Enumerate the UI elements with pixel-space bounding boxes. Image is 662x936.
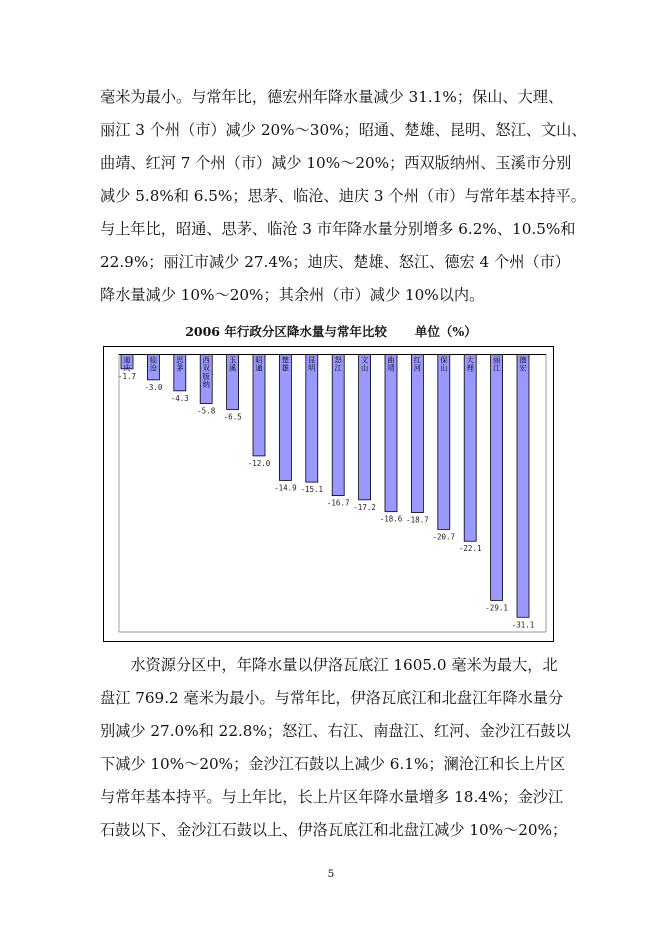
bar-怒江 <box>332 355 344 496</box>
bar-昆明 <box>306 355 318 483</box>
category-label: 玉溪 <box>228 355 237 373</box>
chart-unit-label: 单位（%） <box>414 324 477 339</box>
value-label: -1.7 <box>117 371 137 381</box>
chart-title-main: 2006 年行政分区降水量与常年比较 <box>185 324 387 339</box>
bar-大理 <box>464 355 476 542</box>
text-line: 石鼓以下、金沙江石鼓以上、伊洛瓦底江和北盘江减少 10%～20%； <box>100 821 568 839</box>
text-line: 下减少 10%～20%；金沙江石鼓以上减少 6.1%；澜沧江和长上片区 <box>100 755 566 773</box>
page-number: 5 <box>327 868 335 880</box>
value-label: -14.9 <box>274 483 297 493</box>
category-label: 曲靖 <box>387 355 395 373</box>
value-label: -15.1 <box>300 485 324 495</box>
value-label: -17.2 <box>353 502 376 512</box>
value-label: -31.1 <box>511 620 535 630</box>
text-line: 丽江 3 个州（市）减少 20%～30%；昭通、楚雄、昆明、怒江、文山、 <box>100 121 587 139</box>
bar-丽江 <box>491 355 503 601</box>
text-line: 曲靖、红河 7 个州（市）减少 10%～20%；西双版纳州、玉溪市分别 <box>100 154 572 172</box>
text-line: 别减少 27.0%和 22.8%；怒江、右江、南盘江、红河、金沙江石鼓以 <box>100 722 571 740</box>
value-label: -16.7 <box>326 498 350 508</box>
category-label: 德宏 <box>519 355 527 373</box>
text-line: 水资源分区中，年降水量以伊洛瓦底江 1605.0 毫米为最大，北 <box>100 656 558 674</box>
category-label: 昭通 <box>255 355 263 373</box>
value-label: -18.7 <box>406 515 429 525</box>
value-label: -20.7 <box>432 532 456 542</box>
text-line: 22.9%；丽江市减少 27.4%；迪庆、楚雄、怒江、德宏 4 个州（市） <box>100 253 570 271</box>
text-line: 毫米为最小。与常年比，德宏州年降水量减少 31.1%；保山、大理、 <box>100 88 564 106</box>
category-label: 思茅 <box>176 355 184 373</box>
category-label: 西双版纳 <box>202 355 210 390</box>
category-label: 怒江 <box>334 355 342 373</box>
bar-文山 <box>359 355 371 500</box>
category-label: 丽江 <box>492 355 501 373</box>
category-label: 昆明 <box>308 355 316 373</box>
value-label: -5.8 <box>197 406 216 416</box>
category-label: 文山 <box>360 355 369 373</box>
value-label: -22.1 <box>458 544 482 554</box>
value-label: -4.3 <box>170 393 189 403</box>
value-label: -12.0 <box>247 458 271 468</box>
category-label: 保山 <box>440 355 448 373</box>
category-label: 迪庆 <box>123 355 131 373</box>
category-label: 临沧 <box>149 355 158 373</box>
category-label: 红河 <box>413 355 422 373</box>
text-line: 降水量减少 10%～20%；其余州（市）减少 10%以内。 <box>100 286 485 304</box>
value-label: -29.1 <box>485 603 508 613</box>
bar-保山 <box>438 355 450 530</box>
chart-outer-border <box>104 347 554 642</box>
category-label: 楚雄 <box>281 355 290 373</box>
value-label: -6.5 <box>223 412 242 422</box>
bar-红河 <box>411 355 423 513</box>
chart-title <box>100 322 562 340</box>
bar-曲靖 <box>385 355 397 512</box>
precipitation-bar-chart <box>103 346 554 642</box>
value-label: -18.6 <box>379 514 403 524</box>
text-line: 减少 5.8%和 6.5%；思茅、临沧、迪庆 3 个州（市）与常年基本持平。 <box>100 187 586 205</box>
value-label: -3.0 <box>144 382 163 392</box>
text-line: 与上年比，昭通、思茅、临沧 3 市年降水量分别增多 6.2%、10.5%和 <box>100 220 576 238</box>
text-line: 盘江 769.2 毫米为最小。与常年比，伊洛瓦底江和北盘江年降水量分 <box>100 689 564 707</box>
category-label: 大理 <box>466 355 474 373</box>
text-line: 与常年基本持平。与上年比，长上片区年降水量增多 18.4%；金沙江 <box>100 788 564 806</box>
bar-楚雄 <box>279 355 291 481</box>
bar-德宏 <box>517 355 529 618</box>
